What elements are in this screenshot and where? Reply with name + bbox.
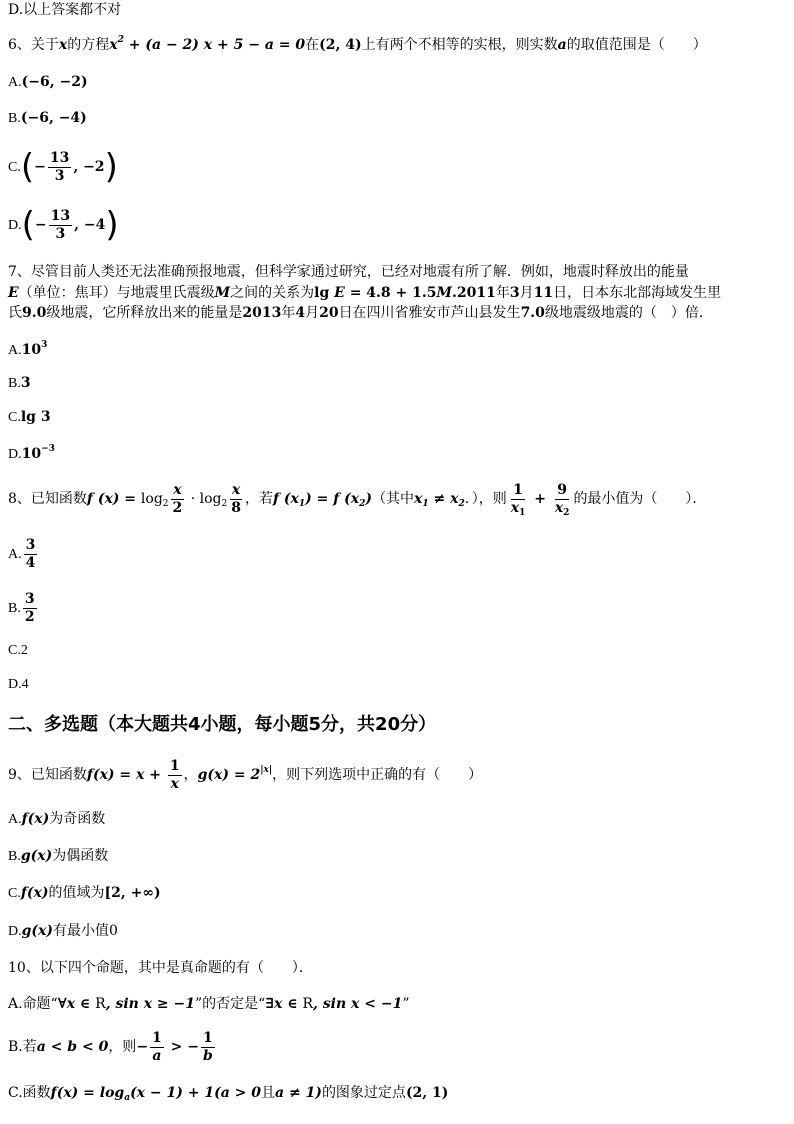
q6-stem: 6、关于x的方程$x^2 + (a - 2) x + 5 - a = 0$在(2, 4)上有两个不相等的实根，则实数a的取值范围是（ ） (8, 35, 707, 53)
q10-option-a: A.命题“∀x ∈ R, sin x ≥ −1”的否定是“∃x ∈ R, sin x < −1” (8, 996, 410, 1012)
q8-stem: 8、已知函数f $(x) = \log_2$ $\frac{x}{2}$ · $\log_2$ $\frac{x}{8}$ ，若f $(x_1) = f$ $(x_2)$（其中$x_1 \ne x_2$．），则 $\frac{1}{x_1}$ + $\frac{9}{x_2}$ 的最小值为（ ）． (8, 481, 707, 518)
q6-option-c: C.(− $\frac{13}{3}$ , −2) (8, 147, 118, 187)
q9-option-a: A.f(x)为奇函数 (8, 811, 106, 827)
q7-option-d: $D.10^{-3}$ (8, 444, 55, 462)
q8-option-d: D.4 (8, 677, 29, 692)
q7-stem-line1: 7、尽管目前人类还无法准确预报地震，但科学家通过研究，已经对地震有所了解．例如，地震时释放出的能量 (8, 264, 689, 280)
q10-option-b: B.若a < b < 0，则− $\frac{1}{a}$ > − $\frac{1}{b}$ (8, 1029, 213, 1064)
section-heading: 二、多选题（本大题共4小题，每小题5分，共20分） (8, 714, 437, 735)
q9-option-c: C.f(x)的值域为[2, +∞) (8, 885, 161, 901)
q6-option-b: B.(−6, −4) (8, 110, 87, 126)
q6-option-a: A.(−6, −2) (8, 74, 88, 90)
q8-option-b: B. $\frac{3}{2}$ (8, 590, 35, 625)
q7-option-a: $A.10^3$ (8, 340, 48, 358)
q8-option-a: A. $\frac{3}{4}$ (8, 536, 36, 571)
q7-option-c: C.lg 3 (8, 409, 51, 425)
q7-option-b: B.3 (8, 375, 31, 391)
q10-stem: 10、以下四个命题，其中是真命题的有（ ）． (8, 960, 313, 976)
q6-option-d: D.(− $\frac{13}{3}$ , −4) (8, 205, 119, 245)
q7-stem-line2: E（单位：焦耳）与地震里氏震级M之间的关系为lg E = 4.8 + 1.5M.2011年3月11日，日本东北部海域发生里 (8, 285, 722, 301)
q9-stem: 9、已知函数f(x) = x + $\frac{1}{x}$ ，$g(x) = 2^{|x|}$，则下列选项中正确的有（ ） (8, 757, 483, 792)
q10-option-c: C.函数$f(x) = \log_a(x - 1) + 1(a > 0$且a ≠ 1)的图象过定点(2, 1) (8, 1085, 449, 1103)
q9-option-d: D.g(x)有最小值0 (8, 923, 118, 939)
q8-option-c: C.2 (8, 643, 28, 658)
q7-stem-line3: 氏9.0级地震，它所释放出来的能量是2013年4月20日在四川省雅安市芦山县发生7.0级地震级地震的（ ）倍． (8, 305, 713, 321)
q9-option-b: B.g(x)为偶函数 (8, 848, 109, 864)
q5-option-d: D.以上答案都不对 (8, 2, 122, 18)
